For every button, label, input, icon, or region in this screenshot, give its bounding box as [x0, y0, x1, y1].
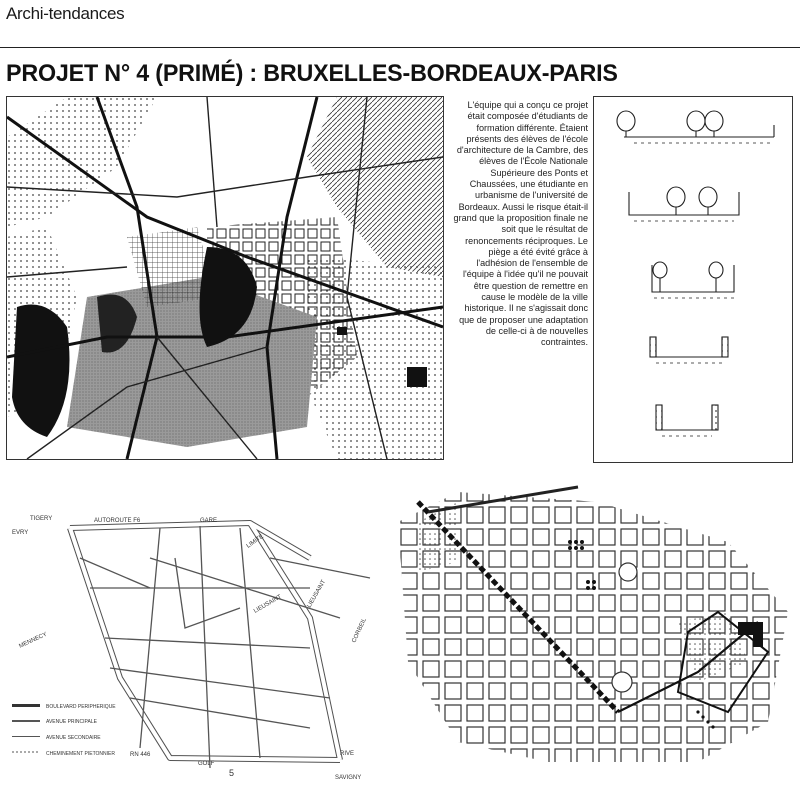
page-number: 5 [229, 768, 235, 778]
street-sections-drawing [594, 97, 792, 462]
tigery-label: TIGERY [30, 516, 53, 522]
lieusaint-label-2: LIEUSAINT [306, 579, 328, 609]
autoroute-label: AUTOROUTE F6 [94, 518, 141, 524]
legend-item: AVENUE PRINCIPALE [46, 719, 97, 725]
evry-label: EVRY [12, 530, 29, 536]
legend-item: BOULEVARD PERIPHERIQUE [46, 704, 116, 710]
section-label: Archi-tendances [6, 4, 125, 23]
urban-block-plan [398, 482, 796, 772]
golf-label: GOLF [198, 761, 215, 767]
gare-label: GARE [200, 518, 218, 524]
road-plan [10, 498, 390, 780]
article-body: L'équipe qui a conçu ce projet était composée d'étudiants de formation différente. Étaient présents des élèves de l'école d'architecture de la Cambre, des élèves de l'École Nationale Supérieure des Ponts et Chaussées, une étudiante en urbanisme de l'université de Bordeaux. Aussi le risque était-il grand que la proposition finale ne soit que le résultat de renoncements réciproques. Le piège a été évité grâce à l'adhésion de l'ensemble de l'équipe à l'idée qu'il ne pouvait être question de remettre en cause le modèle de la ville historique. Il ne s'agissait donc que de proposer une adaptation de celle-ci à de nouvelles contraintes. [453, 100, 588, 348]
mennecy-label: MENNECY [18, 631, 49, 650]
road-plan-legend [12, 704, 116, 757]
legend-item: AVENUE SECONDAIRE [46, 735, 101, 741]
main-urban-plan-drawing [7, 97, 443, 459]
urban-block-plan-drawing [398, 482, 796, 772]
rive-label: RIVE [340, 751, 355, 757]
main-urban-plan [6, 96, 444, 460]
savigny-label: SAVIGNY [335, 775, 362, 780]
street-sections-panel [593, 96, 793, 463]
page-title: PROJET N° 4 (PRIMÉ) : BRUXELLES-BORDEAUX-PARIS [6, 60, 618, 87]
header-rule [0, 47, 800, 48]
lieusaint-label: LIEUSAINT [253, 594, 283, 615]
legend-item: CHEMINEMENT PIETONNIER [46, 751, 115, 757]
road-plan-drawing [10, 498, 390, 780]
rn446-label: RN 446 [130, 752, 151, 758]
corbeil-label: CORBEIL [351, 617, 368, 644]
limite-label: LIMITE [245, 533, 265, 550]
